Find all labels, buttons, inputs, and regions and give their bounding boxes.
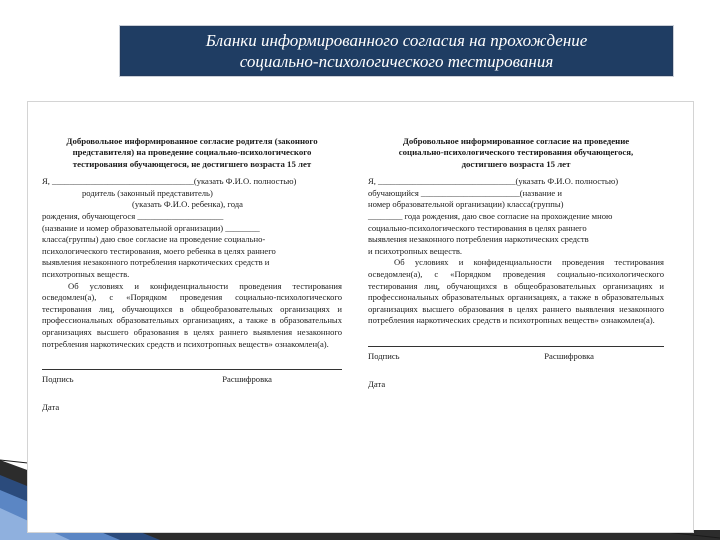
right-consent-form <box>368 136 664 390</box>
right-signature-label: Подпись <box>368 350 400 361</box>
left-body-line: класса(группы) даю свое согласие на проведение социально- <box>42 234 266 245</box>
right-heading-line: социально-психологического тестирования обучающегося, <box>398 147 634 158</box>
left-heading-line: тестирования обучающегося, не достигшего возраста 15 лет <box>72 158 312 169</box>
corner-shadow-decoration <box>0 0 110 110</box>
left-signature-label: Подпись <box>42 374 74 385</box>
left-body-line: выявления незаконного потребления наркотических средств и <box>42 257 270 268</box>
right-form-heading <box>368 136 664 170</box>
right-body-line: Я, ________________________________(указать Ф.И.О. полностью) <box>368 176 619 187</box>
left-decode-label: Расшифровка <box>222 374 272 385</box>
left-body-line: психологического тестирования, моего ребенка в целях раннего <box>42 245 276 256</box>
scanned-document <box>27 101 694 533</box>
right-body-line: социально-психологического тестирования в целях раннего <box>368 222 587 233</box>
right-body-line: ________ года рождения, даю свое согласие на прохождение мною <box>368 211 613 221</box>
left-body-line: Я, _________________________________(указать Ф.И.О. полностью) <box>42 176 297 187</box>
left-consent-form <box>42 136 342 413</box>
left-body-line: психотропных веществ. <box>42 268 130 279</box>
right-body-line: обучающийся _______________________(название и <box>368 187 562 198</box>
right-body-line: выявления незаконного потребления наркотических средств <box>368 234 589 245</box>
left-heading-line: представителя) на проведение социально-психологического <box>72 147 312 158</box>
right-body-line: номер образовательной организации) класса(группы) <box>368 199 564 210</box>
right-heading-line: достигшего возраста 15 лет <box>461 158 571 169</box>
right-body-line: и психотропных веществ. <box>368 245 463 256</box>
right-heading-line: Добровольное информированное согласие на проведение <box>402 136 630 146</box>
left-form-heading <box>42 136 342 170</box>
left-signature-labels <box>42 374 342 386</box>
right-conditions-paragraph: Об условиях и конфиденциальности проведения тестирования осведомлен(а), с «Порядком проведения социально-психологического тестирования лиц, обучающихся в общеобразовательных организациях и профессиональных образовательных организациях, а также в образовательных организациях высшего образования в целях раннего выявления незаконного потребления наркотических средств и психотропных веществ» ознакомлен(а). <box>368 257 664 326</box>
right-signature-labels <box>368 351 664 363</box>
left-date-label: Дата <box>42 401 60 412</box>
left-signature-line <box>42 368 342 370</box>
left-form-body <box>42 176 342 350</box>
left-body-line: рождения, обучающегося ____________________ <box>42 211 224 221</box>
title-banner <box>119 25 674 77</box>
title-line-1: Бланки информированного согласия на прохождение <box>205 31 588 50</box>
left-body-line: родитель (законный представитель) <box>82 187 213 198</box>
right-signature-line <box>368 345 664 347</box>
right-date-label: Дата <box>368 378 386 389</box>
title-line-2: социально-психологического тестирования <box>239 52 554 71</box>
left-body-line: (указать Ф.И.О. ребенка), года <box>132 199 243 210</box>
right-decode-label: Расшифровка <box>544 350 594 361</box>
left-heading-line: Добровольное информированное согласие родителя (законного <box>66 136 318 146</box>
left-conditions-paragraph: Об условиях и конфиденциальности проведения тестирования осведомлен(а), с «Порядком проведения социально-психологического тестирования лиц, обучающихся в общеобразовательных организациях и профессиональных образовательных организациях, а также в образовательных организациях высшего образования в целях раннего выявления незаконного потребления наркотических средств и психотропных веществ» ознакомлен(а). <box>42 280 342 349</box>
right-form-body <box>368 176 664 327</box>
left-body-line: (название и номер образовательной организации) ________ <box>42 222 260 233</box>
